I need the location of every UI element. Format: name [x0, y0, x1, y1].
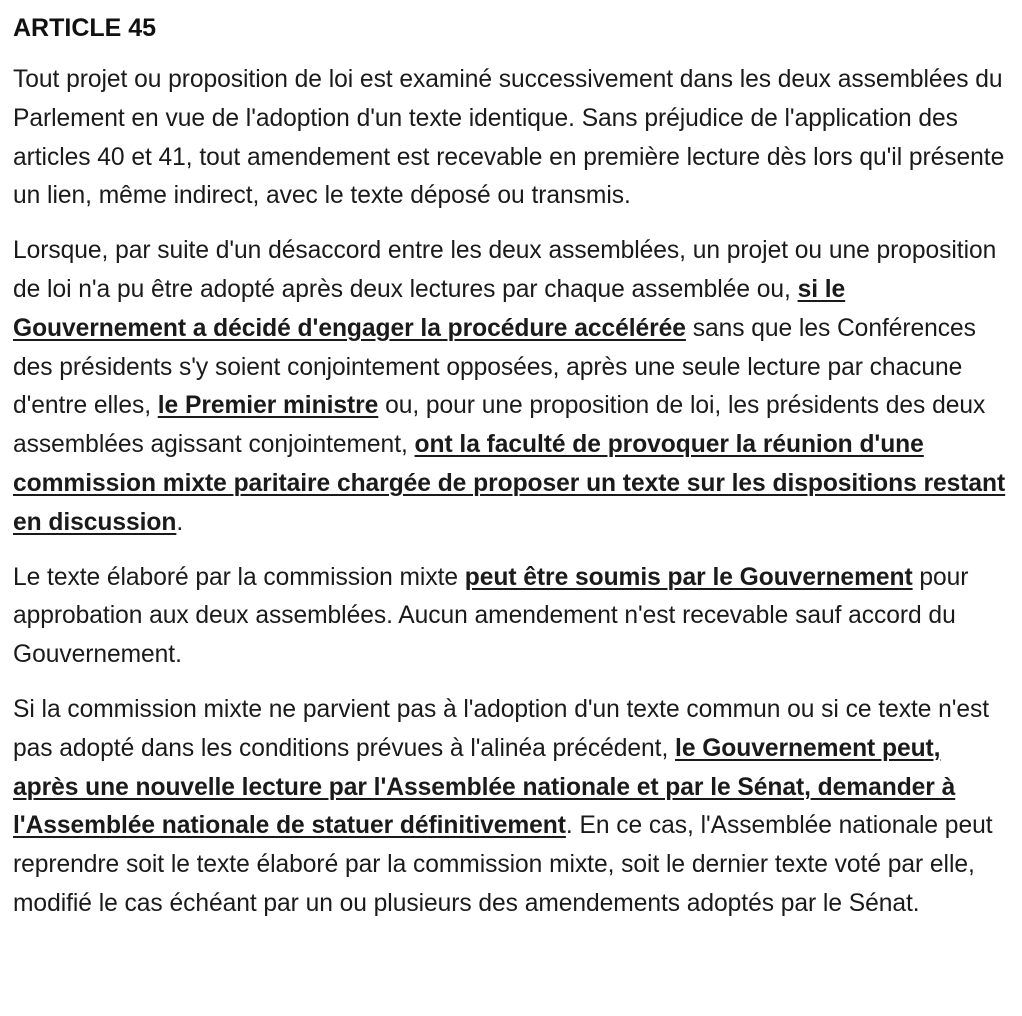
emphasized-text: peut être soumis par le Gouvernement — [464, 563, 913, 591]
paragraph-text: ou, pour une proposition de loi, les présidents des deux assemblées agissant conjointement, — [13, 392, 986, 459]
paragraph-text: Le texte élaboré par la commission mixte — [13, 563, 465, 591]
paragraph-1 — [13, 61, 1012, 216]
article-title: ARTICLE 45 — [13, 14, 157, 42]
emphasized-text: si le Gouvernement a décidé d'engager la procédure accélérée — [13, 275, 846, 342]
paragraph-text: Lorsque, par suite d'un désaccord entre les deux assemblées, un projet ou une proposition de loi n'a pu être adopté après deux lectures par chaque assemblée ou, — [13, 237, 997, 303]
paragraph-4 — [13, 691, 1012, 924]
emphasized-text: le Gouvernement peut, après une nouvelle lecture par l'Assemblée nationale et par le Sénat, demander à l'Assemblée nationale de statuer définitivement — [13, 734, 956, 840]
paragraph-text: . En ce cas, l'Assemblée nationale peut reprendre soit le texte élaboré par la commission mixte, soit le dernier texte voté par elle, modifié le cas échéant par un ou plusieurs des amendements adoptés par le Sénat. — [13, 812, 993, 917]
paragraph-text: Tout projet ou proposition de loi est examiné successivement dans les deux assemblées du Parlement en vue de l'adoption d'un texte identique. Sans préjudice de l'application des articles 40 et 41, tout amendement est recevable en première lecture dès lors qu'il présente un lien, même indirect, avec le texte déposé ou transmis. — [13, 66, 1005, 210]
paragraph-2 — [13, 232, 1012, 542]
emphasized-text: le Premier ministre — [157, 392, 379, 420]
paragraph-text: . — [176, 508, 184, 536]
paragraph-3 — [13, 559, 1012, 675]
paragraph-text: sans que les Conférences des présidents s'y soient conjointement opposées, après une seule lecture par chacune d'entre elles, — [13, 314, 976, 420]
paragraph-text: Si la commission mixte ne parvient pas à l'adoption d'un texte commun ou si ce texte n'est pas adopté dans les conditions prévues à l'alinéa précédent, — [13, 695, 990, 762]
emphasized-text: ont la faculté de provoquer la réunion d'une commission mixte paritaire chargée de proposer un texte sur les dispositions restant en discussion — [13, 431, 1006, 536]
paragraph-text: pour approbation aux deux assemblées. Aucun amendement n'est recevable sauf accord du Gouvernement. — [13, 563, 969, 669]
